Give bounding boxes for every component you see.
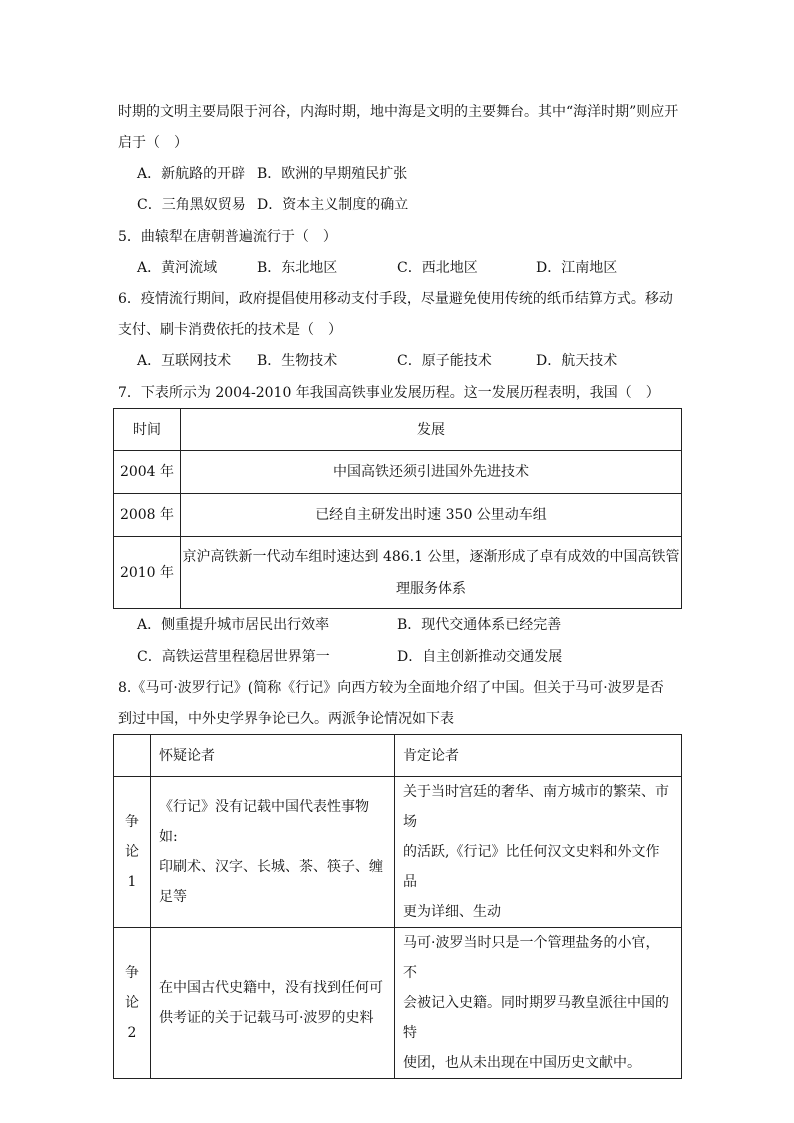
q6-stem-line2: 支付、刷卡消费依托的技术是（ ） — [118, 322, 342, 338]
q7-stem: 7．下表所示为 2004-2010 年我国高铁事业发展历程。这一发展历程表明，我国（ ） — [118, 385, 660, 401]
table-cell-affirm — [395, 777, 682, 928]
q5-option-a[interactable]: A．黄河流域 — [137, 260, 218, 276]
q6-option-c[interactable]: C．原子能技术 — [397, 353, 492, 369]
q4-option-d[interactable]: D．资本主义制度的确立 — [257, 197, 409, 213]
q6-option-b[interactable]: B．生物技术 — [257, 353, 338, 369]
q7-option-d[interactable]: D．自主创新推动交通发展 — [397, 649, 563, 665]
q5-option-b[interactable]: B．东北地区 — [257, 260, 338, 276]
table-cell-affirm — [395, 928, 682, 1079]
table-header-row — [114, 735, 682, 777]
table-cell-line: 印刷术、汉字、长城、茶、筷子、缠 — [159, 859, 383, 875]
table-row — [114, 537, 682, 609]
table-cell-line: 关于当时宫廷的奢华、南方城市的繁荣、市场 — [403, 784, 669, 830]
q8-stem-line1: 8.《马可·波罗行记》(简称《行记》向西方较为全面地介绍了中国。但关于马可·波罗是否 — [118, 680, 664, 696]
table-cell-time: 2004 年 — [114, 451, 181, 494]
q8-stem-line2: 到过中国，中外史学界争论已久。两派争论情况如下表 — [118, 711, 454, 727]
label-char: 1 — [127, 874, 137, 890]
q6-stem-line1: 6．疫情流行期间，政府提倡使用移动支付手段，尽量避免使用传统的纸币结算方式。移动 — [118, 291, 673, 307]
table-cell-line: 京沪高铁新一代动车组时速达到 486.1 公里，逐渐形成了卓有成效的中国高铁管 — [182, 548, 680, 565]
q6-option-a[interactable]: A．互联网技术 — [137, 353, 232, 369]
table-cell-development: 中国高铁还须引进国外先进技术 — [181, 451, 682, 494]
label-char: 2 — [127, 1025, 137, 1041]
label-char: 争 — [125, 965, 139, 981]
table-row — [114, 451, 682, 494]
table-cell-line: 在中国古代史籍中，没有找到任何可 — [159, 980, 383, 996]
table-header-cell: 肯定论者 — [395, 735, 682, 777]
q4-option-c[interactable]: C．三角黑奴贸易 — [137, 197, 246, 213]
table-header-cell: 怀疑论者 — [151, 735, 395, 777]
q5-stem: 5．曲辕犁在唐朝普遍流行于（ ） — [118, 229, 337, 245]
table-cell-doubt — [151, 777, 395, 928]
table-row — [114, 928, 682, 1079]
q5-option-c[interactable]: C．西北地区 — [397, 260, 478, 276]
table-cell-line: 更为详细、生动 — [403, 904, 501, 920]
table-row — [114, 494, 682, 537]
q4-stem-line1: 时期的文明主要局限于河谷，内海时期，地中海是文明的主要舞台。其中“海洋时期”则应开 — [118, 104, 679, 120]
label-char: 论 — [125, 995, 139, 1011]
q7-option-b[interactable]: B．现代交通体系已经完善 — [397, 617, 562, 633]
q8-table — [113, 734, 682, 1079]
table-cell-line: 《行记》没有记载中国代表性事物如: — [159, 799, 369, 845]
table-cell-line: 供考证的关于记载马可·波罗的史料 — [159, 1010, 374, 1026]
table-row-label — [114, 928, 151, 1079]
table-header-row — [114, 409, 682, 451]
table-header-cell: 发展 — [181, 409, 682, 451]
table-cell-line: 使团，也从未出现在中国历史文献中。 — [403, 1055, 641, 1071]
table-cell-development — [181, 537, 682, 609]
table-cell-line: 马可·波罗当时只是一个管理盐务的小官，不 — [403, 935, 660, 981]
table-header-cell — [114, 735, 151, 777]
table-row-label — [114, 777, 151, 928]
q7-option-c[interactable]: C．高铁运营里程稳居世界第一 — [137, 649, 330, 665]
table-cell-time: 2008 年 — [114, 494, 181, 537]
label-char: 论 — [125, 844, 139, 860]
table-row — [114, 777, 682, 928]
q6-option-d[interactable]: D．航天技术 — [536, 353, 618, 369]
table-cell-time: 2010 年 — [114, 537, 181, 609]
table-cell-development: 已经自主研发出时速 350 公里动车组 — [181, 494, 682, 537]
table-cell-line: 会被记入史籍。同时期罗马教皇派往中国的特 — [403, 995, 669, 1041]
q4-option-b[interactable]: B．欧洲的早期殖民扩张 — [257, 166, 408, 182]
q5-option-d[interactable]: D．江南地区 — [536, 260, 618, 276]
table-cell-doubt — [151, 928, 395, 1079]
label-char: 争 — [125, 814, 139, 830]
table-cell-line: 的活跃,《行记》比任何汉文史料和外文作品 — [403, 844, 660, 890]
q7-option-a[interactable]: A．侧重提升城市居民出行效率 — [137, 617, 330, 633]
table-cell-line: 理服务体系 — [396, 580, 466, 597]
q4-option-a[interactable]: A．新航路的开辟 — [137, 166, 246, 182]
table-header-cell: 时间 — [114, 409, 181, 451]
table-cell-line: 足等 — [159, 889, 187, 905]
q4-stem-line2: 启于（ ） — [118, 135, 188, 151]
q7-table — [113, 408, 682, 609]
